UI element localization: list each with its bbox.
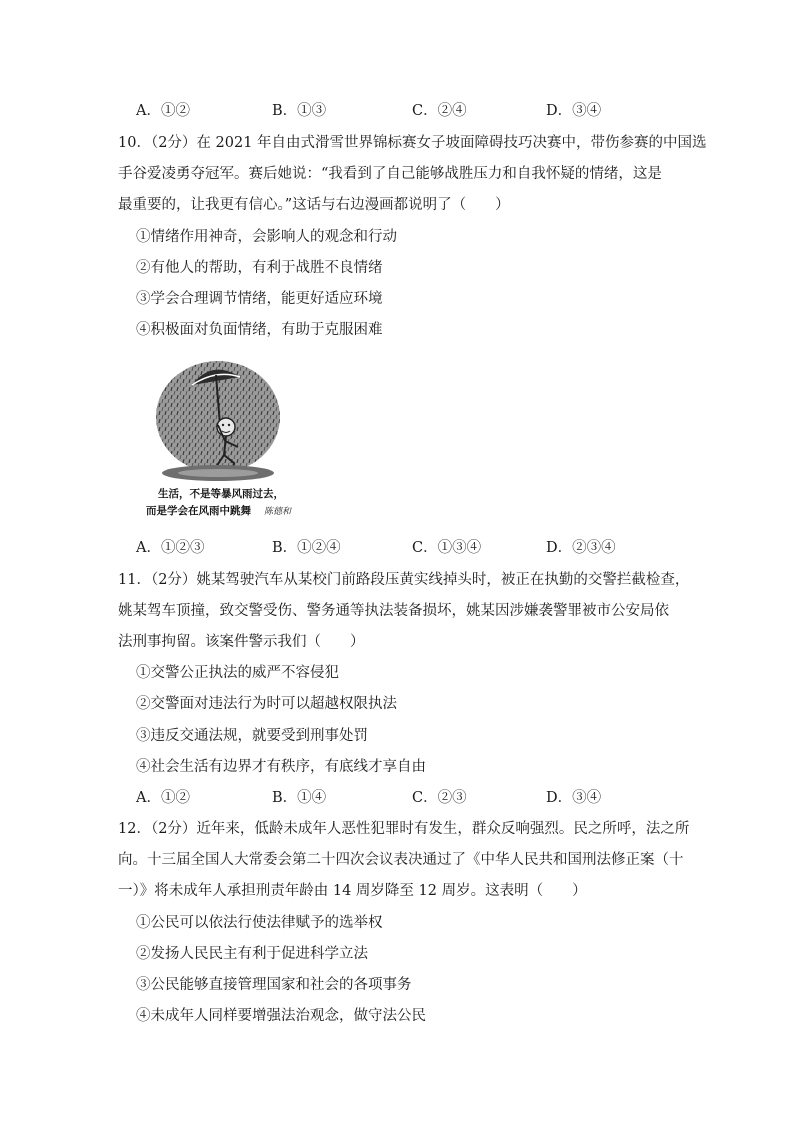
q11-stem-line-1: 11．（2分）姚某驾驶汽车从某校门前路段压黄实线掉头时，被正在执勤的交警拦截检查，: [118, 572, 690, 588]
q11-choice-b[interactable]: B．①④: [272, 790, 327, 806]
q11-choice-d[interactable]: D．③④: [546, 790, 602, 806]
q11-choice-a[interactable]: A．①②: [136, 790, 190, 806]
q10-stem-line-2: 手谷爱凌勇夺冠军。赛后她说：“我看到了自己能够战胜压力和自我怀疑的情绪，这是: [118, 166, 662, 182]
q12-option-3: ③公民能够直接管理国家和社会的各项事务: [136, 977, 412, 993]
q10-option-4: ④积极面对负面情绪，有助于克服困难: [136, 322, 383, 338]
q9-choices: [136, 101, 736, 121]
q10-cartoon: [140, 355, 308, 523]
cartoon-signature: 陈德和: [264, 507, 292, 517]
q12-option-2: ②发扬人民民主有利于促进科学立法: [136, 946, 368, 962]
cartoon-caption-line-2: 而是学会在风雨中跳舞: [146, 505, 251, 517]
q9-choice-a[interactable]: A．①②: [136, 103, 190, 119]
q11-stem-line-2: 姚某驾车顶撞，致交警受伤、警务通等执法装备损坏，姚某因涉嫌袭警罪被市公安局依: [118, 603, 669, 619]
q11-choices: [136, 788, 736, 808]
q10-choices: [136, 538, 736, 558]
q10-stem-line-3: 最重要的，让我更有信心。”这话与右边漫画都说明了（ ）: [118, 197, 510, 213]
q10-choice-a[interactable]: A．①②③: [136, 540, 205, 556]
q10-choice-c[interactable]: C．①③④: [412, 540, 482, 556]
q9-choice-d[interactable]: D．③④: [546, 103, 602, 119]
q12-option-4: ④未成年人同样要增强法治观念，做守法公民: [136, 1008, 426, 1024]
q12-stem-line-2: 向。十三届全国人大常委会第二十四次会议表决通过了《中华人民共和国刑法修正案（十: [118, 852, 684, 868]
q10-option-1: ①情绪作用神奇，会影响人的观念和行动: [136, 229, 397, 245]
cartoon-image: [140, 355, 308, 523]
q11-option-4: ④社会生活有边界才有秩序，有底线才享自由: [136, 759, 426, 775]
q12-stem-line-1: 12．（2分）近年来，低龄未成年人恶性犯罪时有发生，群众反响强烈。民之所呼，法之所: [118, 821, 690, 837]
q10-option-2: ②有他人的帮助，有利于战胜不良情绪: [136, 260, 383, 276]
q12-stem-line-3: 一）》将未成年人承担刑责年龄由 14 周岁降至 12 周岁。这表明（ ）: [118, 883, 587, 899]
q11-choice-c[interactable]: C．②③: [412, 790, 467, 806]
q10-option-3: ③学会合理调节情绪，能更好适应环境: [136, 291, 383, 307]
q9-choice-b[interactable]: B．①③: [272, 103, 327, 119]
cartoon-caption-line-1: 生活，不是等暴风雨过去，: [158, 488, 284, 500]
q10-choice-b[interactable]: B．①②④: [272, 540, 341, 556]
q11-option-3: ③违反交通法规，就要受到刑事处罚: [136, 728, 368, 744]
q11-stem-line-3: 法刑事拘留。该案件警示我们（ ）: [118, 634, 365, 650]
q10-choice-d[interactable]: D．②③④: [546, 540, 616, 556]
q12-option-1: ①公民可以依法行使法律赋予的选举权: [136, 915, 383, 931]
q11-option-1: ①交警公正执法的威严不容侵犯: [136, 665, 339, 681]
q10-stem-line-1: 10．（2分）在 2021 年自由式滑雪世界锦标赛女子坡面障碍技巧决赛中，带伤参赛的中国选: [118, 135, 707, 151]
q11-option-2: ②交警面对违法行为时可以超越权限执法: [136, 696, 397, 712]
q9-choice-c[interactable]: C．②④: [412, 103, 467, 119]
